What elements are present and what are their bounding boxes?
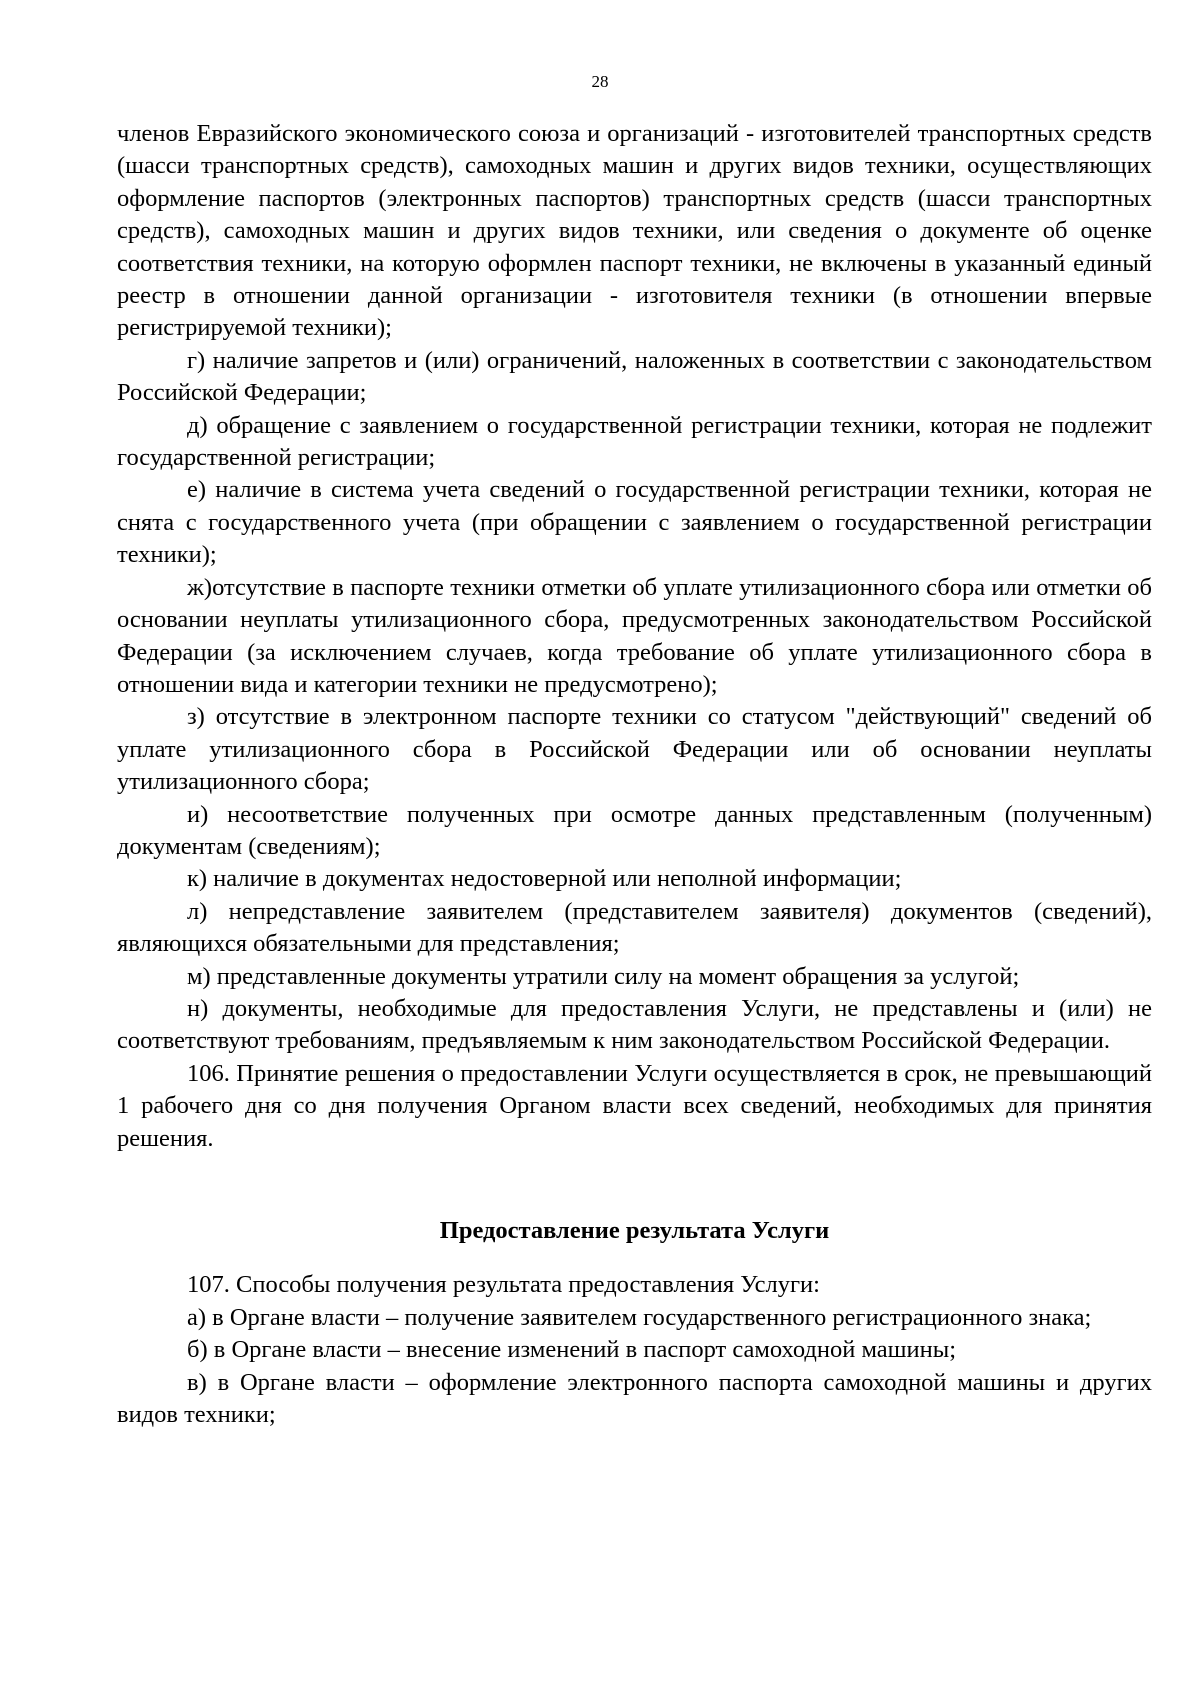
paragraph-continuation: членов Евразийского экономического союза и организаций - изготовителей транспортных средств (шасси транспортных средств), самоходных машин и других видов техники, осуществляющих оформление паспортов (электронных паспортов) транспортных средств (шасси транспортных средств), самоходных машин и других видов техники, или сведения о документе об оценке соответствия техники, на которую оформлен паспорт техники, не включены в указанный единый реестр в отношении данной организации - изготовителя техники (в отношении впервые регистрируемой техники);: [117, 120, 1152, 342]
document-body: [117, 118, 1152, 1431]
paragraph-item-g: г) наличие запретов и (или) ограничений, наложенных в соответствии с законодательством Российской Федерации;: [117, 346, 1152, 407]
paragraph-item-v: в) в Органе власти – оформление электронного паспорта самоходной машины и других видов техники;: [117, 1368, 1152, 1429]
paragraph-item-k: к) наличие в документах недостоверной или неполной информации;: [187, 865, 902, 893]
paragraph-107: 107. Способы получения результата предоставления Услуги:: [187, 1271, 820, 1299]
paragraph-item-n: н) документы, необходимые для предоставления Услуги, не представлены и (или) не соответствуют требованиям, предъявляемым к ним законодательством Российской Федерации.: [117, 994, 1152, 1055]
section-heading: Предоставление результата Услуги: [439, 1217, 830, 1244]
page-number: 28: [591, 72, 609, 91]
paragraph-item-zh: ж)отсутствие в паспорте техники отметки об уплате утилизационного сбора или отметки об основании неуплаты утилизационного сбора, предусмотренных законодательством Российской Федерации (за исключением случаев, когда требование об уплате утилизационного сбора в отношении вида и категории техники не предусмотрено);: [117, 573, 1152, 698]
paragraph-item-z: з) отсутствие в электронном паспорте техники со статусом "действующий" сведений об уплате утилизационного сбора в Российской Федерации или об основании неуплаты утилизационного сбора;: [117, 703, 1152, 796]
paragraph-item-a: а) в Органе власти – получение заявителем государственного регистрационного знака;: [187, 1303, 1092, 1331]
paragraph-item-d: д) обращение с заявлением о государственной регистрации техники, которая не подлежит государственной регистрации;: [117, 411, 1152, 472]
paragraph-item-b: б) в Органе власти – внесение изменений в паспорт самоходной машины;: [187, 1336, 957, 1364]
paragraph-item-l: л) непредставление заявителем (представителем заявителя) документов (сведений), являющихся обязательными для представления;: [117, 897, 1152, 958]
paragraph-item-i: и) несоответствие полученных при осмотре данных представленным (полученным) документам (сведениям);: [117, 800, 1152, 860]
paragraph-item-m: м) представленные документы утратили силу на момент обращения за услугой;: [187, 962, 1020, 990]
paragraph-106: 106. Принятие решения о предоставлении Услуги осуществляется в срок, не превышающий 1 рабочего дня со дня получения Органом власти всех сведений, необходимых для принятия решения.: [117, 1059, 1152, 1152]
paragraph-item-e: е) наличие в система учета сведений о государственной регистрации техники, которая не снята с государственного учета (при обращении с заявлением о государственной регистрации техники);: [117, 476, 1152, 569]
